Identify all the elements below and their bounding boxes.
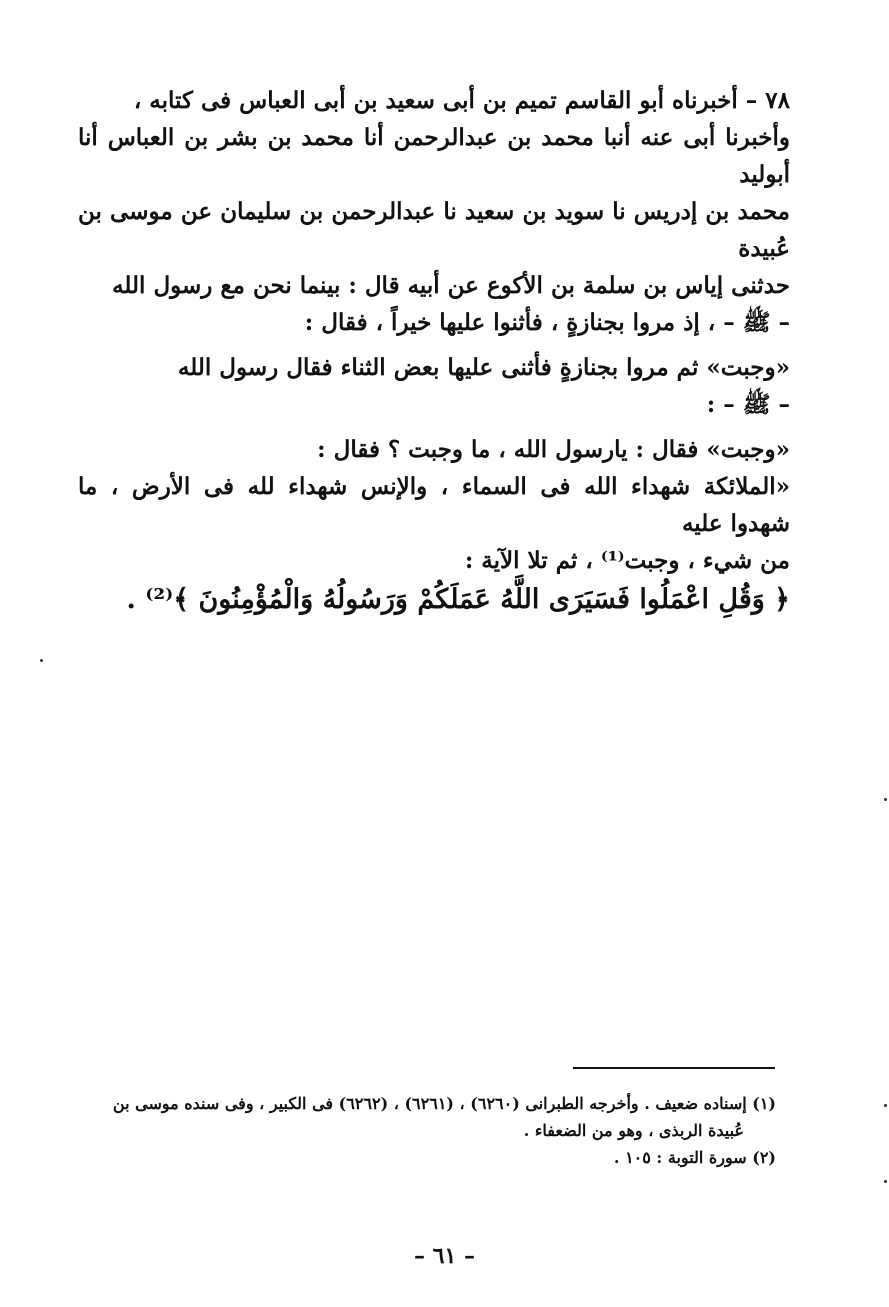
- footnote-2: (٢) سورة التوبة : ١٠٥ .: [613, 1148, 776, 1167]
- text-line-7: – ﷺ – :: [706, 391, 790, 418]
- scan-speck: [884, 798, 887, 801]
- footnote-1: (١) إسناده ضعيف . وأخرجه الطبرانى (٦٢٦٠) ، (٦٢٦١) ، (٦٢٦٢) فى الكبير ، وفى سنده موسى بن: [112, 1094, 776, 1113]
- footnotes: [80, 1090, 776, 1171]
- paragraph-gap: [78, 341, 790, 349]
- text-line-5: – ﷺ – ، إذ مروا بجنازةٍ ، فأثنوا عليها خيراً ، فقال :: [304, 309, 790, 336]
- quran-verse: ﴿ وَقُلِ اعْمَلُوا فَسَيَرَى اللَّهُ عَمَلَكُمْ وَرَسُولُهُ وَالْمُؤْمِنُونَ ﴾⁽²⁾ .: [126, 584, 790, 615]
- text-line-10: من شيء ، وجبت⁽¹⁾ ، ثم تلا الآية :: [464, 547, 790, 574]
- scan-speck: [884, 1104, 887, 1107]
- text-line-9: «الملائكة شهداء الله فى السماء ، والإنس شهداء لله فى الأرض ، ما شهدوا عليه: [78, 473, 790, 537]
- footnote-1-continuation: عُبيدة الربذى ، وهو من الضعفاء .: [523, 1121, 744, 1140]
- footnote-divider: [573, 1067, 775, 1069]
- text-line-1: ٧٨ – أخبرناه أبو القاسم تميم بن أبى سعيد بن أبى العباس فى كتابه ،: [133, 87, 790, 114]
- text-line-8: «وجبت» فقال : يارسول الله ، ما وجبت ؟ فقال :: [317, 436, 790, 463]
- text-line-2: وأخبرنا أبى عنه أنبا محمد بن عبدالرحمن أنا محمد بن بشر بن العباس أنا أبوليد: [78, 124, 790, 188]
- text-line-3: محمد بن إدريس نا سويد بن سعيد نا عبدالرحمن بن سليمان عن موسى بن عُبيدة: [78, 198, 790, 262]
- text-line-6: «وجبت» ثم مروا بجنازةٍ فأثنى عليها بعض الثناء فقال رسول الله: [177, 354, 790, 381]
- scan-speck: [884, 1180, 887, 1183]
- page-number: – ٦١ –: [414, 1243, 475, 1269]
- main-text: [78, 82, 790, 621]
- text-line-4: حدثنى إياس بن سلمة بن الأكوع عن أبيه قال : بينما نحن مع رسول الله: [112, 272, 790, 299]
- paragraph-gap: [78, 423, 790, 431]
- scan-speck: [40, 659, 43, 662]
